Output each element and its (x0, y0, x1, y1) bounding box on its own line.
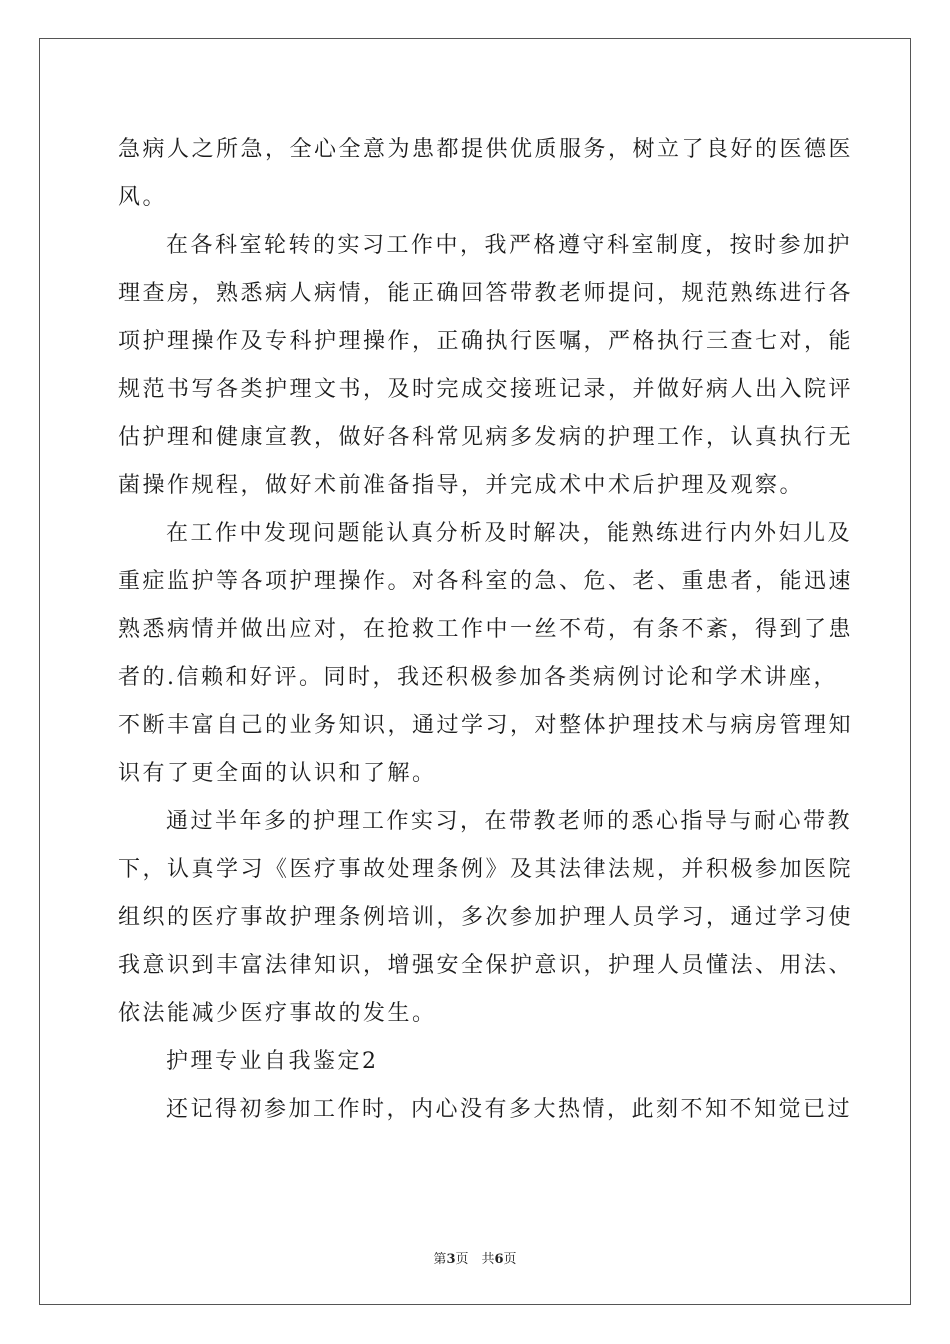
paragraph-start-line: 还记得初参加工作时，内心没有多大热情，此刻不知不知觉已过 (166, 1097, 853, 1122)
text-line: 识有了更全面的认识和了解。 (118, 761, 437, 786)
text-line: 风。 (118, 185, 168, 210)
text-line: 熟悉病情并做出应对，在抢救工作中一丝不苟，有条不紊，得到了患 (118, 617, 854, 642)
document-body (118, 126, 854, 1134)
text-line: 重症监护等各项护理操作。对各科室的急、危、老、重患者，能迅速 (118, 569, 854, 594)
page-label-mid: 页 共 (455, 1252, 495, 1267)
total-page-number: 6 (494, 1252, 504, 1267)
section-heading: 护理专业自我鉴定2 (166, 1049, 379, 1074)
current-page-number: 3 (446, 1252, 456, 1267)
text-line: 估护理和健康宣教，做好各科常见病多发病的护理工作，认真执行无 (118, 425, 854, 450)
text-line: 不断丰富自己的业务知识，通过学习，对整体护理技术与病房管理知 (118, 713, 854, 738)
text-line: 菌操作规程，做好术前准备指导，并完成术中术后护理及观察。 (118, 473, 805, 498)
paragraph-start-line: 在工作中发现问题能认真分析及时解决，能熟练进行内外妇儿及 (166, 521, 853, 546)
text-line: 者的.信赖和好评。同时，我还积极参加各类病例讨论和学术讲座， (118, 665, 838, 690)
text-line: 下，认真学习《医疗事故处理条例》及其法律法规，并积极参加医院 (118, 857, 854, 882)
text-line: 规范书写各类护理文书，及时完成交接班记录，并做好病人出入院评 (118, 377, 854, 402)
page-footer (0, 1248, 950, 1267)
text-line: 组织的医疗事故护理条例培训，多次参加护理人员学习，通过学习使 (118, 905, 854, 930)
text-line: 项护理操作及专科护理操作，正确执行医嘱，严格执行三查七对，能 (118, 329, 854, 354)
paragraph-start-line: 通过半年多的护理工作实习，在带教老师的悉心指导与耐心带教 (166, 809, 853, 834)
page-label-suffix: 页 (503, 1252, 517, 1267)
page-label-prefix: 第 (433, 1252, 447, 1267)
text-line: 急病人之所急，全心全意为患都提供优质服务，树立了良好的医德医 (118, 137, 854, 162)
text-line: 依法能减少医疗事故的发生。 (118, 1001, 437, 1026)
text-line: 我意识到丰富法律知识，增强安全保护意识，护理人员懂法、用法、 (118, 953, 854, 978)
paragraph-start-line: 在各科室轮转的实习工作中，我严格遵守科室制度，按时参加护 (166, 233, 853, 258)
text-line: 理查房，熟悉病人病情，能正确回答带教老师提问，规范熟练进行各 (118, 281, 854, 306)
